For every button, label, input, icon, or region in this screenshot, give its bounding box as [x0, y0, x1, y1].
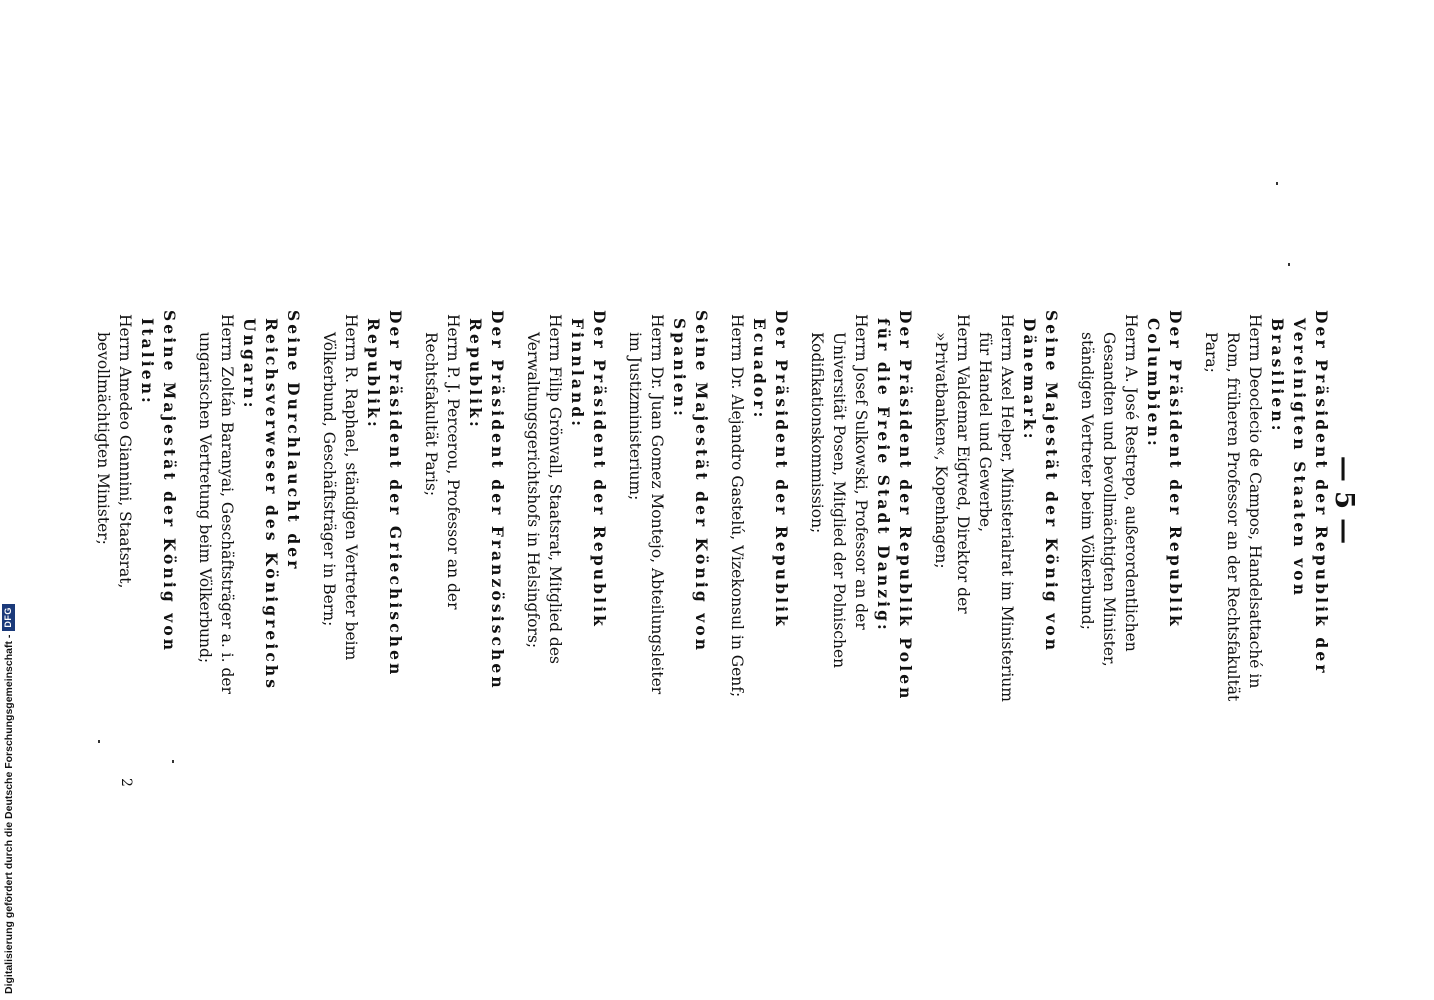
delegate-entry [522, 310, 610, 712]
dfg-logo: DFG [2, 604, 15, 631]
page-header: — 5 — [1329, 455, 1359, 545]
delegate-name-line: Herrn Deoclecio de Campos, Handelsattaché in Rom, früheren Professor an der Rechtsfakultät Para; [1202, 314, 1264, 702]
delegate-name-line: Herrn Axel Helper, Ministerialrat im Ministerium für Handel und Gewerbe, [976, 314, 1016, 702]
delegate-entry [194, 310, 304, 712]
delegate-name-line: Herrn Valdemar Eigtved, Direktor der »Privatbanken«, Kopenhagen; [932, 314, 972, 614]
delegate-entry [806, 310, 916, 712]
delegate-entry [624, 310, 712, 712]
delegate-entry [726, 310, 792, 712]
delegate-name-line: Herrn A. José Restrepo, außerordentlichen Gesandten und bevollmächtigten Minister, ständigen Vertreter beim Völkerbund; [1078, 314, 1140, 667]
delegate-name-line: Herrn R. Raphael, ständigen Vertreter beim Völkerbund, Geschäftsträger in Bern; [320, 314, 360, 661]
delegate-name-line: Herrn Filip Grönvall, Staatsrat, Mitglied des Verwaltungsgerichtshofs in Helsingfors; [524, 314, 564, 664]
sovereign-heading: Der Präsident der Republik der Vereinigten Staaten von Brasilien: [1268, 310, 1331, 676]
delegate-entry [318, 310, 406, 712]
delegate-entry [420, 310, 508, 712]
sovereign-heading: Seine Majestät der König von Italien: [138, 310, 179, 654]
sovereign-heading: Der Präsident der Griechischen Republik: [364, 310, 405, 678]
digitization-footer [0, 0, 18, 1000]
delegate-entry [92, 310, 180, 712]
delegate-name-line: Herrn Dr. Alejandro Gastelú, Vizekonsul in Genf; [728, 314, 746, 698]
sovereign-heading: Der Präsident der Republik Columbien: [1144, 310, 1185, 629]
sovereign-heading: Der Präsident der Republik Polen für die Freie Stadt Danzig: [874, 310, 915, 702]
sovereign-heading: Der Präsident der Republik Ecuador: [750, 310, 791, 629]
text-column-left [78, 310, 1332, 712]
delegate-name-line: Herrn P. J. Percerou, Professor an der Rechtsfakultät Paris; [422, 314, 462, 610]
delegate-name-line: Herrn Amedeo Giannini, Staatsrat, bevollmächtigten Minister; [94, 314, 134, 589]
delegate-name-line: Herrn Zoltán Baranyai, Geschäftsträger a. i. der ungarischen Vertretung beim Völkerbund; [196, 314, 236, 694]
sovereign-heading: Seine Majestät der König von Dänemark: [1020, 310, 1061, 654]
sovereign-heading: Seine Majestät der König von Spanien: [670, 310, 711, 654]
sovereign-heading: Seine Durchlaucht der Reichsverweser des Königreichs Ungarn: [240, 310, 303, 692]
delegate-name-line: Herrn Josef Sulkowski, Professor an der Universität Posen, Mitglied der Polnischen Kodifikationskommission; [808, 314, 870, 669]
delegate-entry [1200, 310, 1332, 712]
footer-text: Digitalisierung gefördert durch die Deutsche Forschungsgemeinschaft - [2, 634, 15, 994]
delegate-name-line: Herrn Dr. Juan Gomez Montejo, Abteilungsleiter im Justizministerium; [626, 314, 666, 695]
delegate-entry [1076, 310, 1186, 712]
page-signature: 2 [118, 778, 134, 787]
sovereign-heading: Der Präsident der Französischen Republik: [466, 310, 507, 691]
delegate-entry [930, 310, 1062, 712]
sovereign-heading: Der Präsident der Republik Finnland: [568, 310, 609, 629]
